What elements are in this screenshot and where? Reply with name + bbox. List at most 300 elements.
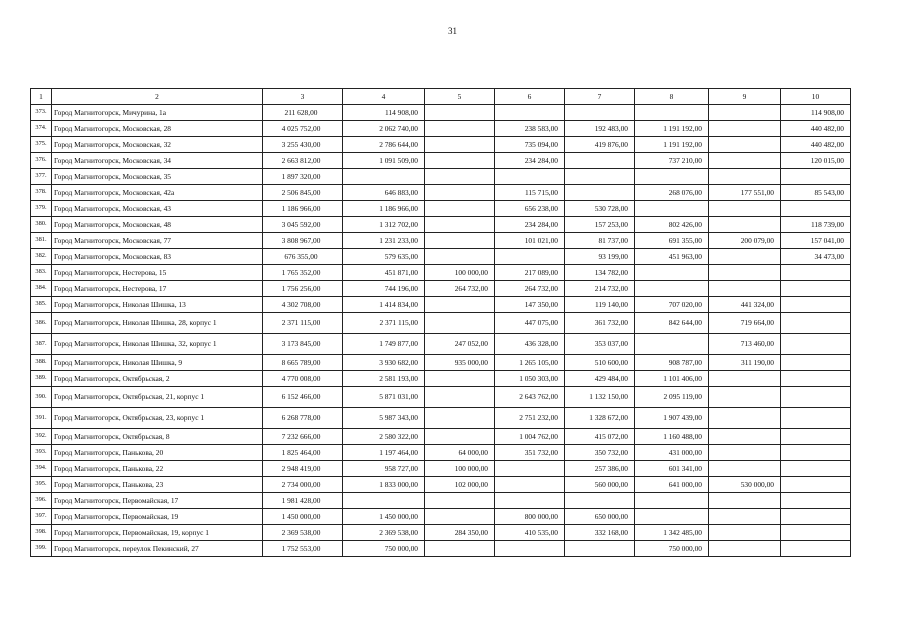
data-table bbox=[30, 88, 851, 557]
col3-cell: 2 948 419,00 bbox=[263, 461, 343, 477]
address-cell: Город Магнитогорск, Московская, 77 bbox=[52, 233, 263, 249]
address-cell: Город Магнитогорск, Первомайская, 19, корпус 1 bbox=[52, 525, 263, 541]
col10-cell bbox=[781, 334, 851, 355]
col6-cell: 1 050 303,00 bbox=[495, 371, 565, 387]
col4-cell: 2 369 538,00 bbox=[343, 525, 425, 541]
col3-cell: 1 186 966,00 bbox=[263, 201, 343, 217]
col10-cell bbox=[781, 297, 851, 313]
col8-cell bbox=[635, 201, 709, 217]
col5-cell bbox=[425, 313, 495, 334]
col9-cell: 719 664,00 bbox=[709, 313, 781, 334]
address-cell: Город Магнитогорск, Московская, 35 bbox=[52, 169, 263, 185]
col8-cell: 1 191 192,00 bbox=[635, 121, 709, 137]
col5-cell bbox=[425, 371, 495, 387]
row-number: 389. bbox=[31, 371, 52, 387]
col9-cell bbox=[709, 265, 781, 281]
col3-cell: 1 765 352,00 bbox=[263, 265, 343, 281]
address-cell: Город Магнитогорск, Московская, 34 bbox=[52, 153, 263, 169]
table-row bbox=[31, 387, 851, 408]
table-row bbox=[31, 185, 851, 201]
col7-cell: 81 737,00 bbox=[565, 233, 635, 249]
col9-cell bbox=[709, 387, 781, 408]
address-cell: Город Магнитогорск, Московская, 42а bbox=[52, 185, 263, 201]
col9-cell: 441 324,00 bbox=[709, 297, 781, 313]
table-row bbox=[31, 281, 851, 297]
col9-cell bbox=[709, 121, 781, 137]
col6-cell: 2 751 232,00 bbox=[495, 408, 565, 429]
col4-cell: 1 749 877,00 bbox=[343, 334, 425, 355]
address-cell: Город Магнитогорск, Николая Шишка, 9 bbox=[52, 355, 263, 371]
col8-cell: 750 000,00 bbox=[635, 541, 709, 557]
row-number: 397. bbox=[31, 509, 52, 525]
row-number: 388. bbox=[31, 355, 52, 371]
col4-cell: 750 000,00 bbox=[343, 541, 425, 557]
table-row bbox=[31, 153, 851, 169]
col10-cell bbox=[781, 461, 851, 477]
col3-cell: 676 355,00 bbox=[263, 249, 343, 265]
col8-cell: 707 020,00 bbox=[635, 297, 709, 313]
table-row bbox=[31, 137, 851, 153]
col9-cell bbox=[709, 371, 781, 387]
col8-cell bbox=[635, 169, 709, 185]
col7-cell: 157 253,00 bbox=[565, 217, 635, 233]
column-header: 1 bbox=[31, 89, 52, 105]
col10-cell bbox=[781, 201, 851, 217]
col3-cell: 3 045 592,00 bbox=[263, 217, 343, 233]
col10-cell bbox=[781, 355, 851, 371]
row-number: 375. bbox=[31, 137, 52, 153]
col3-cell: 3 173 845,00 bbox=[263, 334, 343, 355]
table-row bbox=[31, 355, 851, 371]
table-row bbox=[31, 233, 851, 249]
col8-cell bbox=[635, 334, 709, 355]
col5-cell bbox=[425, 105, 495, 121]
col5-cell bbox=[425, 509, 495, 525]
row-number: 391. bbox=[31, 408, 52, 429]
address-cell: Город Магнитогорск, Панькова, 22 bbox=[52, 461, 263, 477]
col7-cell: 650 000,00 bbox=[565, 509, 635, 525]
col6-cell: 351 732,00 bbox=[495, 445, 565, 461]
col7-cell: 119 140,00 bbox=[565, 297, 635, 313]
col10-cell: 85 543,00 bbox=[781, 185, 851, 201]
row-number: 373. bbox=[31, 105, 52, 121]
col9-cell bbox=[709, 408, 781, 429]
col4-cell: 744 196,00 bbox=[343, 281, 425, 297]
col5-cell: 247 052,00 bbox=[425, 334, 495, 355]
address-cell: Город Магнитогорск, Октябрьская, 8 bbox=[52, 429, 263, 445]
table-row bbox=[31, 445, 851, 461]
col4-cell bbox=[343, 493, 425, 509]
col4-cell: 958 727,00 bbox=[343, 461, 425, 477]
col7-cell: 419 876,00 bbox=[565, 137, 635, 153]
col6-cell: 1 265 105,00 bbox=[495, 355, 565, 371]
row-number: 377. bbox=[31, 169, 52, 185]
col6-cell bbox=[495, 169, 565, 185]
col10-cell bbox=[781, 408, 851, 429]
col9-cell: 530 000,00 bbox=[709, 477, 781, 493]
column-header: 9 bbox=[709, 89, 781, 105]
col3-cell: 8 665 789,00 bbox=[263, 355, 343, 371]
col3-cell: 7 232 666,00 bbox=[263, 429, 343, 445]
table-row bbox=[31, 408, 851, 429]
address-cell: Город Магнитогорск, Московская, 83 bbox=[52, 249, 263, 265]
col5-cell bbox=[425, 121, 495, 137]
address-cell: Город Магнитогорск, Октябрьская, 23, корпус 1 bbox=[52, 408, 263, 429]
col3-cell: 1 756 256,00 bbox=[263, 281, 343, 297]
table-row bbox=[31, 217, 851, 233]
col6-cell: 436 328,00 bbox=[495, 334, 565, 355]
col10-cell bbox=[781, 541, 851, 557]
col6-cell bbox=[495, 249, 565, 265]
col8-cell bbox=[635, 105, 709, 121]
row-number: 374. bbox=[31, 121, 52, 137]
col3-cell: 1 981 428,00 bbox=[263, 493, 343, 509]
col5-cell: 284 350,00 bbox=[425, 525, 495, 541]
col4-cell: 1 231 233,00 bbox=[343, 233, 425, 249]
col9-cell: 177 551,00 bbox=[709, 185, 781, 201]
col4-cell: 451 871,00 bbox=[343, 265, 425, 281]
col6-cell bbox=[495, 541, 565, 557]
col6-cell: 234 284,00 bbox=[495, 153, 565, 169]
col9-cell bbox=[709, 249, 781, 265]
col10-cell: 157 041,00 bbox=[781, 233, 851, 249]
col7-cell: 192 483,00 bbox=[565, 121, 635, 137]
table-row bbox=[31, 429, 851, 445]
address-cell: Город Магнитогорск, Московская, 43 bbox=[52, 201, 263, 217]
col10-cell bbox=[781, 445, 851, 461]
row-number: 386. bbox=[31, 313, 52, 334]
col8-cell: 268 076,00 bbox=[635, 185, 709, 201]
table-row bbox=[31, 121, 851, 137]
col10-cell bbox=[781, 313, 851, 334]
col10-cell bbox=[781, 265, 851, 281]
col9-cell bbox=[709, 525, 781, 541]
table-row bbox=[31, 105, 851, 121]
col8-cell: 802 426,00 bbox=[635, 217, 709, 233]
col10-cell: 120 015,00 bbox=[781, 153, 851, 169]
col3-cell: 4 025 752,00 bbox=[263, 121, 343, 137]
col3-cell: 2 734 000,00 bbox=[263, 477, 343, 493]
table-row bbox=[31, 477, 851, 493]
col7-cell bbox=[565, 541, 635, 557]
col7-cell: 1 132 150,00 bbox=[565, 387, 635, 408]
row-number: 382. bbox=[31, 249, 52, 265]
col8-cell: 1 342 485,00 bbox=[635, 525, 709, 541]
col9-cell bbox=[709, 153, 781, 169]
table-row bbox=[31, 297, 851, 313]
address-cell: Город Магнитогорск, Московская, 28 bbox=[52, 121, 263, 137]
col6-cell: 147 350,00 bbox=[495, 297, 565, 313]
col8-cell bbox=[635, 265, 709, 281]
col10-cell bbox=[781, 387, 851, 408]
col6-cell: 234 284,00 bbox=[495, 217, 565, 233]
col5-cell bbox=[425, 153, 495, 169]
col9-cell bbox=[709, 493, 781, 509]
col7-cell: 415 072,00 bbox=[565, 429, 635, 445]
col4-cell: 1 197 464,00 bbox=[343, 445, 425, 461]
col9-cell bbox=[709, 105, 781, 121]
col4-cell: 1 312 702,00 bbox=[343, 217, 425, 233]
col4-cell: 2 581 193,00 bbox=[343, 371, 425, 387]
col10-cell: 34 473,00 bbox=[781, 249, 851, 265]
row-number: 396. bbox=[31, 493, 52, 509]
col6-cell bbox=[495, 461, 565, 477]
table-row bbox=[31, 169, 851, 185]
col3-cell: 3 808 967,00 bbox=[263, 233, 343, 249]
header-row bbox=[31, 89, 851, 105]
col10-cell bbox=[781, 429, 851, 445]
col4-cell: 3 930 682,00 bbox=[343, 355, 425, 371]
col3-cell: 2 663 812,00 bbox=[263, 153, 343, 169]
col6-cell: 800 000,00 bbox=[495, 509, 565, 525]
row-number: 380. bbox=[31, 217, 52, 233]
col8-cell: 1 101 406,00 bbox=[635, 371, 709, 387]
col10-cell: 114 908,00 bbox=[781, 105, 851, 121]
col7-cell: 510 600,00 bbox=[565, 355, 635, 371]
col8-cell: 2 095 119,00 bbox=[635, 387, 709, 408]
col8-cell: 641 000,00 bbox=[635, 477, 709, 493]
table-row bbox=[31, 265, 851, 281]
col10-cell: 118 739,00 bbox=[781, 217, 851, 233]
col3-cell: 4 770 008,00 bbox=[263, 371, 343, 387]
col6-cell: 735 094,00 bbox=[495, 137, 565, 153]
col9-cell bbox=[709, 429, 781, 445]
col7-cell: 93 199,00 bbox=[565, 249, 635, 265]
address-cell: Город Магнитогорск, Октябрьская, 21, корпус 1 bbox=[52, 387, 263, 408]
col7-cell bbox=[565, 493, 635, 509]
row-number: 376. bbox=[31, 153, 52, 169]
col7-cell: 530 728,00 bbox=[565, 201, 635, 217]
col9-cell bbox=[709, 169, 781, 185]
address-cell: Город Магнитогорск, Московская, 32 bbox=[52, 137, 263, 153]
col5-cell bbox=[425, 233, 495, 249]
col4-cell: 1 450 000,00 bbox=[343, 509, 425, 525]
col7-cell bbox=[565, 169, 635, 185]
col10-cell bbox=[781, 525, 851, 541]
row-number: 390. bbox=[31, 387, 52, 408]
col10-cell bbox=[781, 493, 851, 509]
col4-cell: 114 908,00 bbox=[343, 105, 425, 121]
col7-cell bbox=[565, 153, 635, 169]
col4-cell: 1 186 966,00 bbox=[343, 201, 425, 217]
col4-cell: 1 833 000,00 bbox=[343, 477, 425, 493]
col9-cell bbox=[709, 137, 781, 153]
col4-cell: 2 371 115,00 bbox=[343, 313, 425, 334]
col4-cell: 5 871 031,00 bbox=[343, 387, 425, 408]
table-row bbox=[31, 541, 851, 557]
col9-cell bbox=[709, 217, 781, 233]
col8-cell: 1 160 488,00 bbox=[635, 429, 709, 445]
address-cell: Город Магнитогорск, Николая Шишка, 32, корпус 1 bbox=[52, 334, 263, 355]
col7-cell bbox=[565, 105, 635, 121]
col3-cell: 6 268 778,00 bbox=[263, 408, 343, 429]
col3-cell: 2 371 115,00 bbox=[263, 313, 343, 334]
column-header: 8 bbox=[635, 89, 709, 105]
col8-cell: 1 191 192,00 bbox=[635, 137, 709, 153]
col10-cell bbox=[781, 509, 851, 525]
column-header: 6 bbox=[495, 89, 565, 105]
address-cell: Город Магнитогорск, Панькова, 20 bbox=[52, 445, 263, 461]
col5-cell bbox=[425, 387, 495, 408]
col6-cell: 410 535,00 bbox=[495, 525, 565, 541]
address-cell: Город Магнитогорск, Нестерова, 17 bbox=[52, 281, 263, 297]
table-row bbox=[31, 313, 851, 334]
col5-cell bbox=[425, 137, 495, 153]
col3-cell: 6 152 466,00 bbox=[263, 387, 343, 408]
col4-cell: 1 414 834,00 bbox=[343, 297, 425, 313]
col6-cell bbox=[495, 477, 565, 493]
col3-cell: 2 369 538,00 bbox=[263, 525, 343, 541]
col10-cell bbox=[781, 281, 851, 297]
col7-cell: 134 782,00 bbox=[565, 265, 635, 281]
address-cell: Город Магнитогорск, Панькова, 23 bbox=[52, 477, 263, 493]
col7-cell: 560 000,00 bbox=[565, 477, 635, 493]
col10-cell bbox=[781, 169, 851, 185]
row-number: 387. bbox=[31, 334, 52, 355]
col6-cell: 217 089,00 bbox=[495, 265, 565, 281]
col7-cell: 429 484,00 bbox=[565, 371, 635, 387]
col3-cell: 211 628,00 bbox=[263, 105, 343, 121]
row-number: 393. bbox=[31, 445, 52, 461]
col3-cell: 1 825 464,00 bbox=[263, 445, 343, 461]
col5-cell: 102 000,00 bbox=[425, 477, 495, 493]
table-row bbox=[31, 509, 851, 525]
column-header: 2 bbox=[52, 89, 263, 105]
col4-cell: 646 883,00 bbox=[343, 185, 425, 201]
col5-cell: 100 000,00 bbox=[425, 461, 495, 477]
col4-cell: 579 635,00 bbox=[343, 249, 425, 265]
column-header: 5 bbox=[425, 89, 495, 105]
col5-cell: 100 000,00 bbox=[425, 265, 495, 281]
col6-cell: 656 238,00 bbox=[495, 201, 565, 217]
col9-cell bbox=[709, 461, 781, 477]
column-header: 3 bbox=[263, 89, 343, 105]
table-body bbox=[31, 105, 851, 557]
col5-cell: 264 732,00 bbox=[425, 281, 495, 297]
col7-cell bbox=[565, 185, 635, 201]
col5-cell bbox=[425, 217, 495, 233]
column-header: 4 bbox=[343, 89, 425, 105]
col6-cell: 2 643 762,00 bbox=[495, 387, 565, 408]
row-number: 381. bbox=[31, 233, 52, 249]
col7-cell: 350 732,00 bbox=[565, 445, 635, 461]
row-number: 395. bbox=[31, 477, 52, 493]
col7-cell: 361 732,00 bbox=[565, 313, 635, 334]
col8-cell: 601 341,00 bbox=[635, 461, 709, 477]
address-cell: Город Магнитогорск, Октябрьская, 2 bbox=[52, 371, 263, 387]
address-cell: Город Магнитогорск, Нестерова, 15 bbox=[52, 265, 263, 281]
col6-cell bbox=[495, 493, 565, 509]
col9-cell bbox=[709, 445, 781, 461]
col7-cell: 214 732,00 bbox=[565, 281, 635, 297]
col6-cell: 264 732,00 bbox=[495, 281, 565, 297]
col5-cell: 64 000,00 bbox=[425, 445, 495, 461]
col5-cell: 935 000,00 bbox=[425, 355, 495, 371]
col6-cell: 447 075,00 bbox=[495, 313, 565, 334]
col5-cell bbox=[425, 408, 495, 429]
row-number: 394. bbox=[31, 461, 52, 477]
col9-cell bbox=[709, 281, 781, 297]
row-number: 384. bbox=[31, 281, 52, 297]
address-cell: Город Магнитогорск, переулок Пекинский, 27 bbox=[52, 541, 263, 557]
col8-cell bbox=[635, 509, 709, 525]
col7-cell: 353 037,00 bbox=[565, 334, 635, 355]
column-header: 10 bbox=[781, 89, 851, 105]
col7-cell: 1 328 672,00 bbox=[565, 408, 635, 429]
address-cell: Город Магнитогорск, Николая Шишка, 28, корпус 1 bbox=[52, 313, 263, 334]
col4-cell bbox=[343, 169, 425, 185]
col6-cell: 115 715,00 bbox=[495, 185, 565, 201]
col4-cell: 2 580 322,00 bbox=[343, 429, 425, 445]
table-row bbox=[31, 525, 851, 541]
col6-cell: 238 583,00 bbox=[495, 121, 565, 137]
row-number: 392. bbox=[31, 429, 52, 445]
col4-cell: 1 091 509,00 bbox=[343, 153, 425, 169]
row-number: 385. bbox=[31, 297, 52, 313]
table-row bbox=[31, 461, 851, 477]
col5-cell bbox=[425, 541, 495, 557]
row-number: 399. bbox=[31, 541, 52, 557]
address-cell: Город Магнитогорск, Николая Шишка, 13 bbox=[52, 297, 263, 313]
col8-cell bbox=[635, 281, 709, 297]
col5-cell bbox=[425, 201, 495, 217]
col3-cell: 2 506 845,00 bbox=[263, 185, 343, 201]
col6-cell: 1 004 762,00 bbox=[495, 429, 565, 445]
page-number: 31 bbox=[448, 26, 457, 36]
col3-cell: 1 752 553,00 bbox=[263, 541, 343, 557]
col5-cell bbox=[425, 297, 495, 313]
col9-cell: 200 079,00 bbox=[709, 233, 781, 249]
col8-cell: 451 963,00 bbox=[635, 249, 709, 265]
col10-cell: 440 482,00 bbox=[781, 121, 851, 137]
col8-cell: 1 907 439,00 bbox=[635, 408, 709, 429]
col8-cell: 842 644,00 bbox=[635, 313, 709, 334]
col5-cell bbox=[425, 185, 495, 201]
col9-cell bbox=[709, 201, 781, 217]
col9-cell bbox=[709, 541, 781, 557]
address-cell: Город Магнитогорск, Первомайская, 19 bbox=[52, 509, 263, 525]
col9-cell bbox=[709, 509, 781, 525]
table-row bbox=[31, 371, 851, 387]
table-row bbox=[31, 334, 851, 355]
col8-cell bbox=[635, 493, 709, 509]
col4-cell: 2 786 644,00 bbox=[343, 137, 425, 153]
col5-cell bbox=[425, 169, 495, 185]
col3-cell: 4 302 708,00 bbox=[263, 297, 343, 313]
col7-cell: 257 386,00 bbox=[565, 461, 635, 477]
row-number: 383. bbox=[31, 265, 52, 281]
col10-cell bbox=[781, 371, 851, 387]
col3-cell: 1 897 320,00 bbox=[263, 169, 343, 185]
col8-cell: 908 787,00 bbox=[635, 355, 709, 371]
column-header: 7 bbox=[565, 89, 635, 105]
col3-cell: 1 450 000,00 bbox=[263, 509, 343, 525]
col10-cell: 440 482,00 bbox=[781, 137, 851, 153]
col9-cell: 713 460,00 bbox=[709, 334, 781, 355]
col6-cell bbox=[495, 105, 565, 121]
col8-cell: 691 355,00 bbox=[635, 233, 709, 249]
address-cell: Город Магнитогорск, Первомайская, 17 bbox=[52, 493, 263, 509]
col4-cell: 2 062 740,00 bbox=[343, 121, 425, 137]
address-cell: Город Магнитогорск, Московская, 48 bbox=[52, 217, 263, 233]
col8-cell: 431 000,00 bbox=[635, 445, 709, 461]
address-cell: Город Магнитогорск, Мичурина, 1а bbox=[52, 105, 263, 121]
col6-cell: 101 021,00 bbox=[495, 233, 565, 249]
col9-cell: 311 190,00 bbox=[709, 355, 781, 371]
col5-cell bbox=[425, 249, 495, 265]
table-row bbox=[31, 201, 851, 217]
col7-cell: 332 168,00 bbox=[565, 525, 635, 541]
